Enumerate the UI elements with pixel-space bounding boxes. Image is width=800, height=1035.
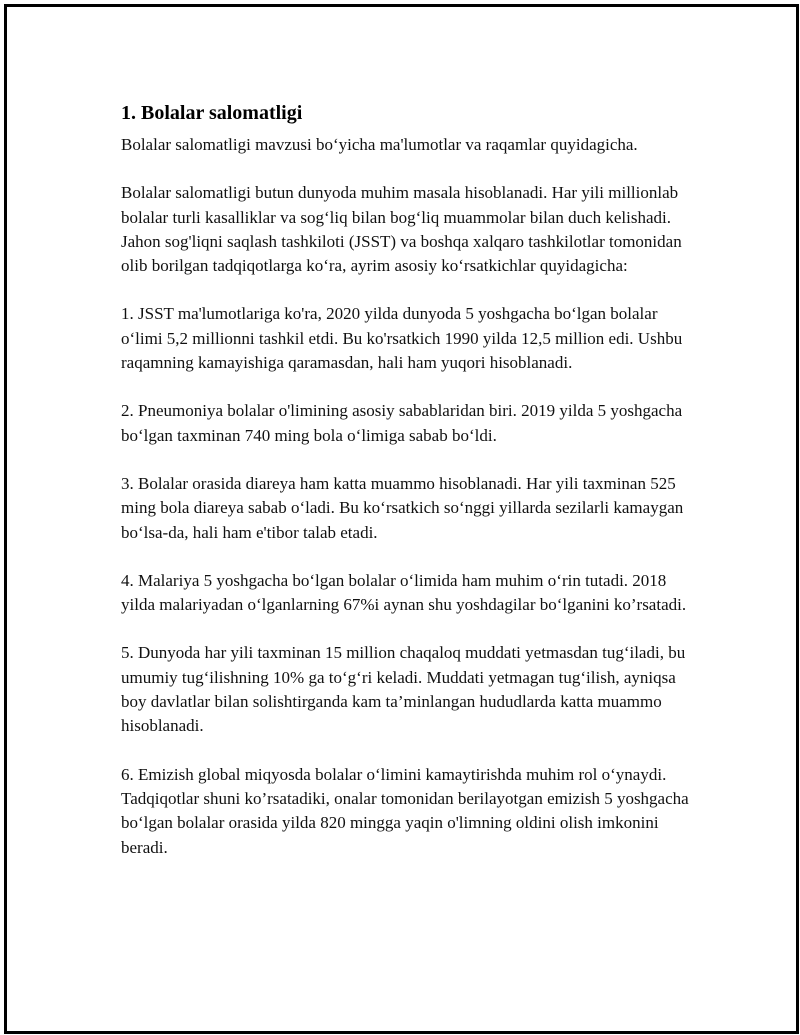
section-heading: 1. Bolalar salomatligi (121, 102, 303, 124)
fact-paragraph-5: 5. Dunyoda har yili taxminan 15 million chaqaloq muddati yetmasdan tug‘iladi, bu umumiy tug‘ilishning 10% ga to‘g‘ri keladi. Muddati yetmagan tug‘ilish, ayniqsa boy davlatlar bilan solishtirganda kam ta’minlangan hududlarda katta muammo hisoblanadi. (121, 643, 686, 736)
fact-paragraph-4: 4. Malariya 5 yoshgacha bo‘lgan bolalar o‘limida ham muhim o‘rin tutadi. 2018 yilda malariyadan o‘lganlarning 67%i aynan shu yoshdagilar bo‘lganini ko’rsatadi. (121, 570, 687, 615)
document-body (121, 99, 701, 884)
context-paragraph: Bolalar salomatligi butun dunyoda muhim masala hisoblanadi. Har yili millionlab bolalar turli kasalliklar va sog‘liq bilan bog‘liq muammolar bilan duch kelishadi. Jahon sog'liqni saqlash tashkiloti (JSST) va boshqa xalqaro tashkilotlar tomonidan olib borilgan tadqiqotlarga ko‘ra, ayrim asosiy ko‘rsatkichlar quyidagicha: (121, 183, 682, 276)
fact-paragraph-1: 1. JSST ma'lumotlariga ko'ra, 2020 yilda dunyoda 5 yoshgacha bo‘lgan bolalar o‘limi 5,2 millionni tashkil etdi. Bu ko'rsatkich 1990 yilda 12,5 million edi. Ushbu raqamning kamayishiga qaramasdan, hali ham yuqori hisoblanadi. (121, 304, 683, 373)
intro-paragraph: Bolalar salomatligi mavzusi bo‘yicha ma'lumotlar va raqamlar quyidagicha. (121, 135, 638, 154)
fact-paragraph-6: 6. Emizish global miqyosda bolalar o‘limini kamaytirishda muhim rol o‘ynaydi. Tadqiqotlar shuni ko’rsatadiki, onalar tomonidan berilayotgan emizish 5 yoshgacha bo‘lgan bolalar orasida yilda 820 mingga yaqin o'limning oldini olish imkonini beradi. (121, 764, 689, 857)
fact-paragraph-3: 3. Bolalar orasida diareya ham katta muammo hisoblanadi. Har yili taxminan 525 ming bola diareya sabab o‘ladi. Bu ko‘rsatkich so‘nggi yillarda sezilarli kamaygan bo‘lsa-da, hali ham e'tibor talab etadi. (121, 473, 684, 542)
fact-paragraph-2: 2. Pneumoniya bolalar o'limining asosiy sabablaridan biri. 2019 yilda 5 yoshgacha bo‘lgan taxminan 740 ming bola o‘limiga sabab bo‘ldi. (121, 401, 683, 445)
page-frame (4, 4, 799, 1034)
